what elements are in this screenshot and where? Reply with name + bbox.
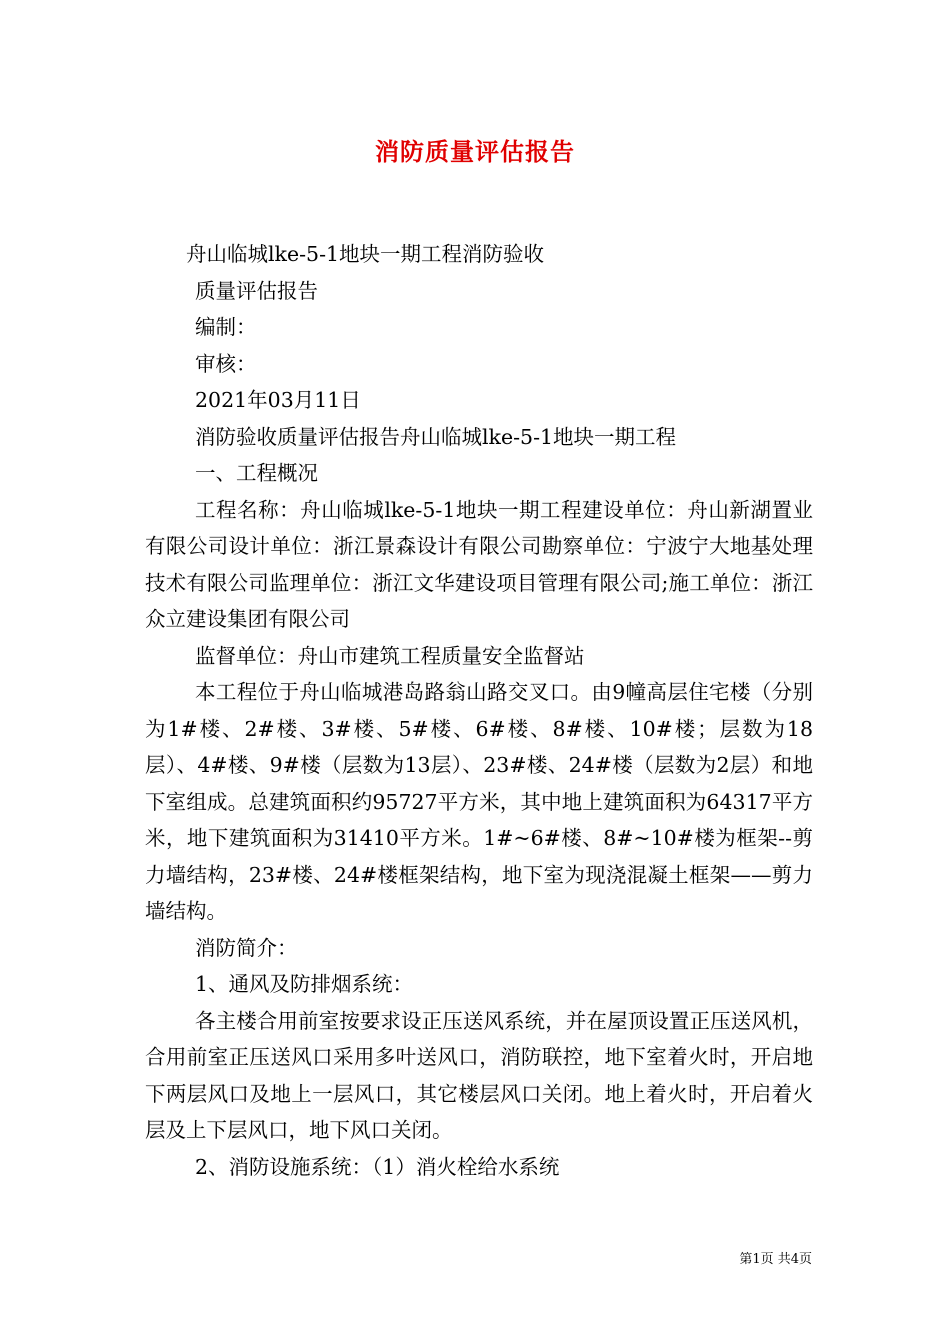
- subsection-ventilation: 1、通风及防排烟系统：: [195, 972, 414, 996]
- paragraph-project-info: 工程名称：舟山临城lke-5-1地块一期工程建设单位：舟山新湖置业有限公司设计单位：浙江景森设计有限公司勘察单位：宁波宁大地基处理技术有限公司监理单位：浙江文华建设项目管理有限公司;施工单位：浙江众立建设集团有限公司: [145, 497, 813, 631]
- report-heading: 消防验收质量评估报告舟山临城lke-5-1地块一期工程: [195, 424, 677, 449]
- paragraph-supervision: 监督单位：舟山市建筑工程质量安全监督站: [195, 643, 585, 668]
- page-number: 第1页 共4页: [739, 1252, 812, 1267]
- report-subtitle: 质量评估报告: [195, 278, 318, 303]
- subsection-fire-facilities: 2、消防设施系统：（1）消火栓给水系统: [195, 1154, 560, 1179]
- section-heading-fire-intro: 消防简介：: [195, 935, 298, 960]
- document-body: [145, 236, 813, 1185]
- reviewer-line: 审核：: [195, 351, 257, 376]
- paragraph-ventilation: 各主楼合用前室按要求设正压送风系统，并在屋顶设置正压送风机，合用前室正压送风口采用多叶送风口，消防联控，地下室着火时，开启地下两层风口及地上一层风口，其它楼层风口关闭。地上着火时，开启着火层及上下层风口，地下风口关闭。: [145, 1008, 813, 1142]
- project-name-line: 舟山临城lke-5-1地块一期工程消防验收: [186, 242, 545, 266]
- document-title: 消防质量评估报告: [375, 137, 575, 166]
- section-heading-overview: 一、工程概况: [195, 461, 318, 485]
- compiler-line: 编制：: [195, 315, 257, 339]
- paragraph-building-description: 本工程位于舟山临城港岛路翁山路交叉口。由9幢高层住宅楼（分别为1#楼、2#楼、3#楼、5#楼、6#楼、8#楼、10#楼；层数为18层）、4#楼、9#楼（层数为13层）、23#楼、24#楼（层数为2层）和地下室组成。总建筑面积约95727平方米，其中地上建筑面积为64317平方米，地下建筑面积为31410平方米。1#~6#楼、8#~10#楼为框架--剪力墙结构，23#楼、24#楼框架结构，地下室为现浇混凝土框架——剪力墙结构。: [145, 680, 813, 923]
- date-line: 2021年03月11日: [195, 388, 361, 412]
